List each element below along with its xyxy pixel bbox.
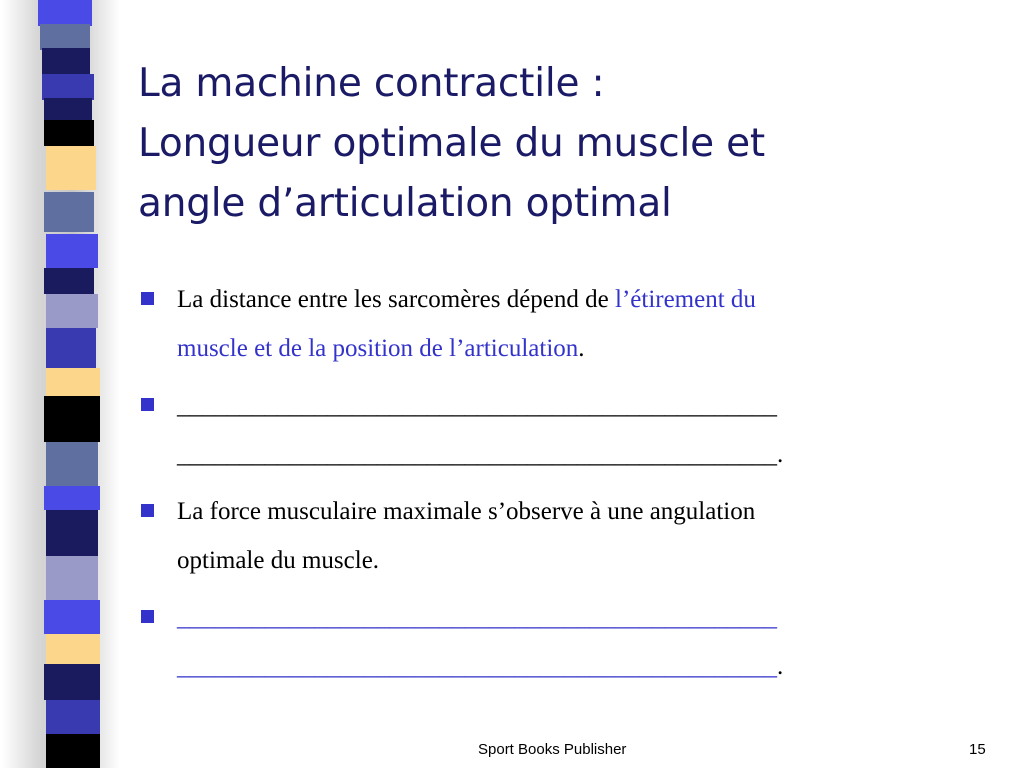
bullet-item-blank [138,593,998,691]
blank-period: . [777,653,784,680]
bullet-item-blank [138,381,998,479]
fill-in-blank-line [177,642,998,691]
strip-block [44,486,100,510]
strip-block [46,328,96,368]
title-line-1: La machine contractile : [138,61,605,106]
strip-block [38,0,92,26]
decorative-strip [0,0,120,768]
bullet-list [138,275,998,699]
bullet-text: . [578,335,585,362]
strip-block [46,510,98,556]
bullet-item [138,275,998,373]
fill-in-blank-line: ________________________________________________ [177,604,777,631]
strip-block [44,664,100,700]
strip-block [46,734,100,768]
square-bullet-icon [141,610,154,623]
strip-block [46,556,98,600]
bullet-item [138,487,998,585]
strip-block [44,600,100,634]
strip-block [46,368,100,396]
bullet-text: optimale du muscle. [177,547,380,574]
slide-title [138,54,998,234]
strip-block [46,146,96,190]
page-number: 15 [969,741,986,758]
fill-in-blank-line: ________________________________________________ [177,392,777,419]
strip-block [42,48,90,74]
square-bullet-icon [141,504,154,517]
strip-block [46,700,100,734]
strip-block [44,268,94,294]
strip-block [44,192,94,232]
blank-underline: ________________________________________________ [177,653,777,680]
bullet-text: La force musculaire maximale s’observe à une angulation [177,498,756,525]
strip-block [42,74,94,100]
strip-block [46,634,100,664]
strip-block [46,294,98,328]
strip-block [40,24,90,50]
bullet-text: La distance entre les sarcomères dépend de [177,286,615,313]
highlighted-text: muscle et de la position de l’articulation [177,335,579,362]
strip-blocks [38,0,102,768]
bullet-line [177,324,998,373]
strip-block [44,396,100,442]
square-bullet-icon [141,292,154,305]
title-line-2: Longueur optimale du muscle et [138,121,765,166]
square-bullet-icon [141,398,154,411]
strip-block [44,120,94,146]
footer-publisher: Sport Books Publisher [478,741,627,758]
highlighted-text: l’étirement du [615,286,756,313]
strip-block [46,442,98,486]
bullet-line [177,275,998,324]
fill-in-blank-line: ________________________________________________. [177,441,784,468]
strip-block [46,234,98,268]
title-line-3: angle d’articulation optimal [138,181,672,226]
